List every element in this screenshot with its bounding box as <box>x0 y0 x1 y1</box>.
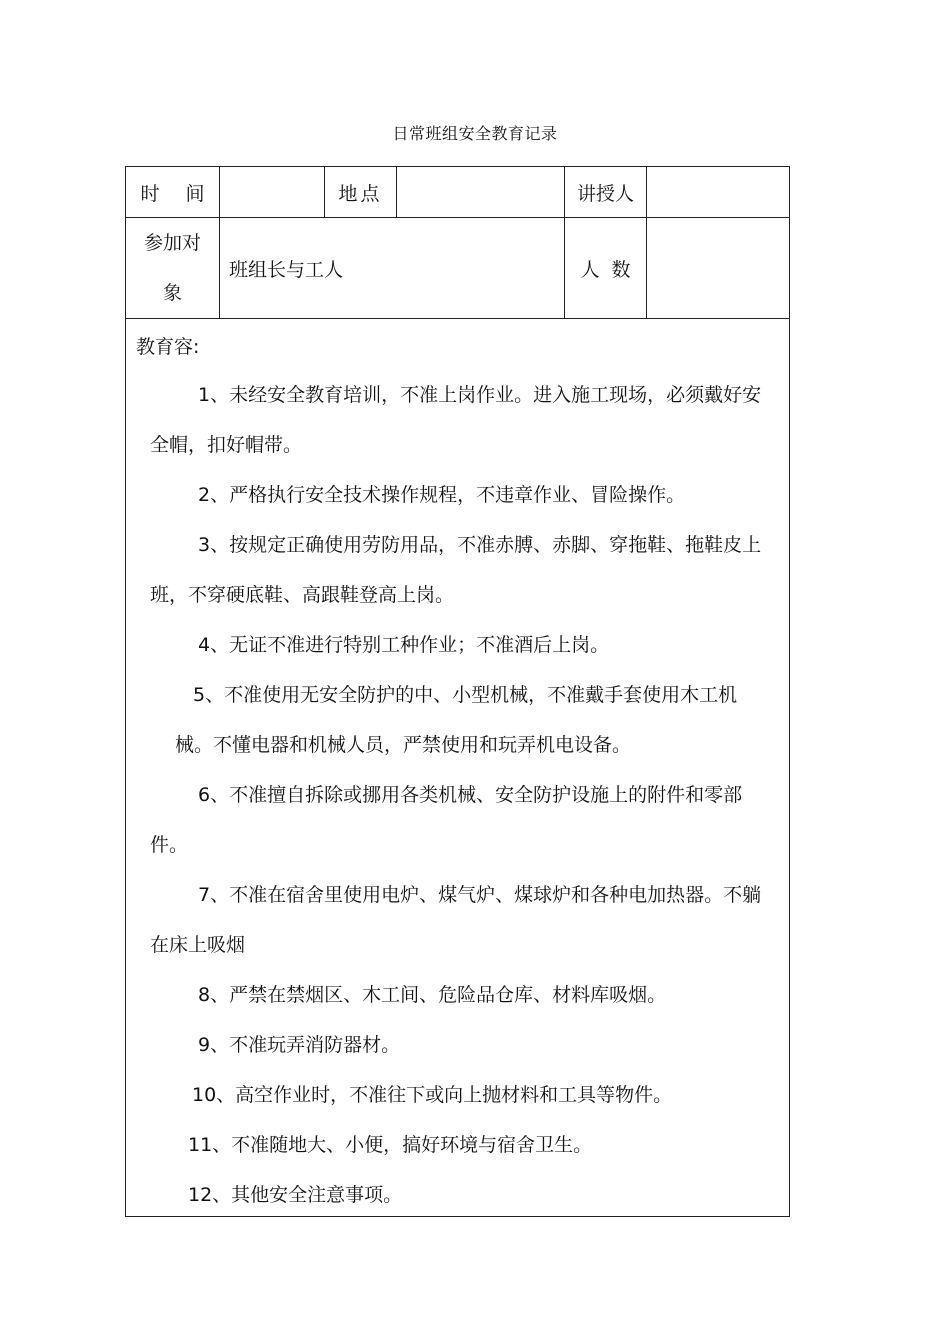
content-label: 教育容: <box>136 336 200 358</box>
education-record-form <box>125 166 790 1217</box>
lecturer-label: 讲授人 <box>576 182 634 205</box>
time-label: 时 间 <box>140 182 205 205</box>
count-value[interactable] <box>647 218 789 318</box>
list-item: 1、未经安全教育培训，不准上岗作业。进入施工现场，必须戴好安 全帽，扣好帽带。 <box>150 384 762 456</box>
place-label: 地点 <box>338 182 383 205</box>
list-item: 5、不准使用无安全防护的中、小型机械，不准戴手套使用木工机 械。不懂电器和机械人员，严禁使用和玩弄机电设备。 <box>175 684 738 756</box>
list-item: 11、不准随地大、小便，搞好环境与宿舍卫生。 <box>188 1134 593 1156</box>
participants-value[interactable]: 班组长与工人 <box>229 258 344 281</box>
list-item: 7、不准在宿舍里使用电炉、煤气炉、煤球炉和各种电加热器。不躺 在床上吸烟 <box>150 884 762 956</box>
list-item: 3、按规定正确使用劳防用品，不准赤膊、赤脚、穿拖鞋、拖鞋皮上 班，不穿硬底鞋、高跟鞋登高上岗。 <box>150 534 762 606</box>
document-title: 日常班组安全教育记录 <box>392 124 558 143</box>
list-item: 6、不准擅自拆除或挪用各类机械、安全防护设施上的附件和零部 件。 <box>150 784 743 856</box>
list-item: 9、不准玩弄消防器材。 <box>198 1034 401 1056</box>
time-value[interactable] <box>220 167 324 217</box>
place-value[interactable] <box>397 167 564 217</box>
list-item: 8、严禁在禁烟区、木工间、危险品仓库、材料库吸烟。 <box>198 984 667 1006</box>
list-item: 12、其他安全注意事项。 <box>188 1184 403 1206</box>
participants-label: 参加对 象 <box>143 232 201 304</box>
education-items-list <box>126 370 789 1220</box>
list-item: 10、高空作业时，不准往下或向上抛材料和工具等物件。 <box>192 1084 673 1106</box>
row2-bottom-border <box>126 318 789 319</box>
count-label: 人数 <box>580 258 643 281</box>
lecturer-value[interactable] <box>647 167 789 217</box>
list-item: 4、无证不准进行特别工种作业；不准酒后上岗。 <box>198 634 610 656</box>
list-item: 2、严格执行安全技术操作规程，不违章作业、冒险操作。 <box>198 484 686 506</box>
